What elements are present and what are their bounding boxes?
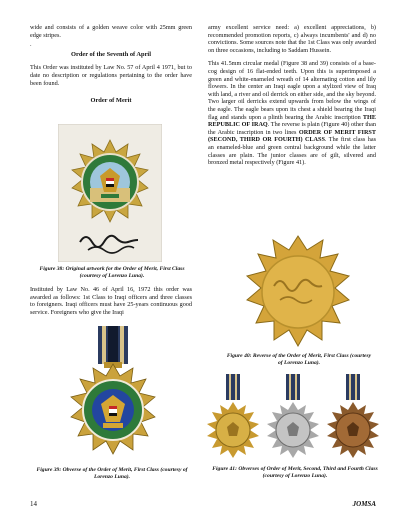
figure-39-obverse [52,326,174,460]
paragraph-medal-description [208,60,376,166]
heading-order-of-merit: Order of Merit [90,97,132,105]
inscription-order-of-merit: ORDER OF MERIT FIRST (SECOND, THIRD OR FOURTH) CLASS [208,128,376,144]
page-number: 14 [30,500,37,508]
figure-38-caption: Figure 38: Original artwork for the Order of Merit, First Class (courtesy of Lorenzo Luna). [39,266,185,279]
obverse-medal-image [52,326,174,460]
paragraph-april: This Order was instituted by Law No. 57 of April 4 1971, but to date no description or regulations pertaining to the order have been found. [30,64,192,87]
artwork-medal-image [58,124,162,262]
three-medals-image [206,374,382,460]
figure-41-caption: Figure 41: Obverses of Order of Merit, Second, Third and Fourth Class (courtesy of Lorenzo Luna). [212,466,378,479]
medal-description-start: This 41.5mm circular medal (Figure 38 and 39) consists of a base-cog design of 16 flat-ended teeth. Upon this is superimposed a green and white-enameled wreath of 14 alternating cotton and lily flowers. In the center an Iraqi eagle upon a stylized view of Iraq with land, a river and oil derrick on either side, and the sky beyond. Two larger oil derricks extend upwards from below the wings of the eagle. The eagle bears upon its chest a shield bearing the Iraqi flag and stands upon a plinth bearing the Arabic inscription [208,60,376,121]
stray-dot: . [30,41,32,49]
figure-40-reverse [222,230,374,350]
inscription-republic-of-iraq: THE REPUBLIC OF IRAQ [208,113,376,129]
right-column [208,24,376,173]
intro-text: wide and consists of a golden weave color with 25mm green edge stripes. [30,24,192,39]
journal-name: JOMSA [352,500,376,508]
left-column-lower [30,286,192,322]
figure-40-caption: Figure 40: Reverse of the Order of Merit, First Class (courtesy of Lorenzo Luna). [226,353,372,366]
heading-order-seventh-april: Order of the Seventh of April [71,50,151,58]
figure-41-three-medals [206,374,382,460]
figure-39-caption: Figure 39: Obverse of the Order of Merit, First Class (courtesy of Lorenzo Luna). [36,467,188,480]
paragraph-instituted: Instituted by Law No. 46 of April 16, 1972 this order was awarded as follows: 1st Class to Iraqi officers and three classes to foreigners. Iraqi officers must have 25-years continuous good service. Foreigners who give the Iraqi [30,286,192,316]
paragraph-army-service: army excellent service need: a) excellent appreciations, b) recommended promotion reports, c) always incumbents' and d) no convictions. Some sources note that the 1st Class was only awarded on three occasions, including to Saddam Hussein. [208,24,376,54]
reverse-medal-image [222,230,374,350]
left-column [30,24,192,111]
medal-description-mid: . The reverse is plain (Figure 40) other than the Arabic inscription in two lines [208,121,376,136]
figure-38-artwork [58,124,162,262]
medal-description-end: . The first class has an enameled-blue and green central background while the latter classes are plain. The junior classes are of gilt, silvered and bronzed metal respectively (Figure 41). [208,136,376,167]
